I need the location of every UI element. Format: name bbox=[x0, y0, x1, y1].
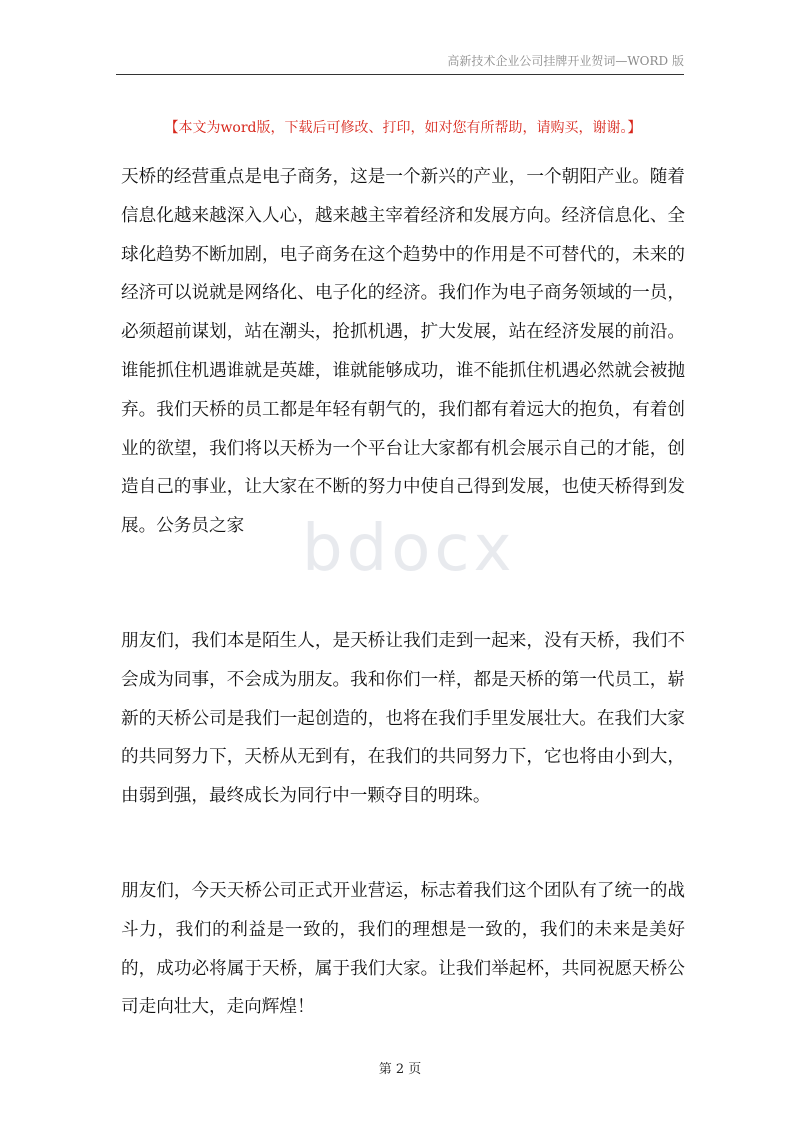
page-number: 第 2 页 bbox=[378, 1062, 422, 1077]
paragraph-1: 天桥的经营重点是电子商务，这是一个新兴的产业，一个朝阳产业。随着信息化越来越深入人心，越来越主宰着经济和发展方向。经济信息化、全球化趋势不断加剧，电子商务在这个趋势中的作用是不可替代的，未来的经济可以说就是网络化、电子化的经济。我们作为电子商务领域的一员，必须超前谋划，站在潮头，抢抓机遇，扩大发展，站在经济发展的前沿。谁能抓住机遇谁就是英雄，谁就能够成功，谁不能抓住机遇必然就会被抛弃。我们天桥的员工都是年轻有朝气的，我们都有着远大的抱负，有着创业的欲望，我们将以天桥为一个平台让大家都有机会展示自己的才能，创造自己的事业，让大家在不断的努力中使自己得到发展，也使天桥得到发展。公务员之家 bbox=[121, 167, 685, 537]
watermark-logo: bdocx bbox=[302, 512, 516, 586]
paragraph-3: 朋友们，今天天桥公司正式开业营运，标志着我们这个团队有了统一的战斗力，我们的利益是一致的，我们的理想是一致的，我们的未来是美好的，成功必将属于天桥，属于我们大家。让我们举起杯，共同祝愿天桥公司走向壮大，走向辉煌！ bbox=[121, 881, 685, 1018]
header-title: 高新技术企业公司挂牌开业贺词—WORD 版 bbox=[447, 54, 684, 68]
paragraph-2: 朋友们，我们本是陌生人，是天桥让我们走到一起来，没有天桥，我们不会成为同事，不会成为朋友。我和你们一样，都是天桥的第一代员工，崭新的天桥公司是我们一起创造的，也将在我们手里发展壮大。在我们大家的共同努力下，天桥从无到有，在我们的共同努力下，它也将由小到大，由弱到强，最终成长为同行中一颗夺目的明珠。 bbox=[121, 631, 685, 807]
download-notice: 【本文为word版，下载后可修改、打印，如对您有所帮助，请购买，谢谢。】 bbox=[164, 120, 642, 136]
page-header bbox=[116, 52, 684, 75]
